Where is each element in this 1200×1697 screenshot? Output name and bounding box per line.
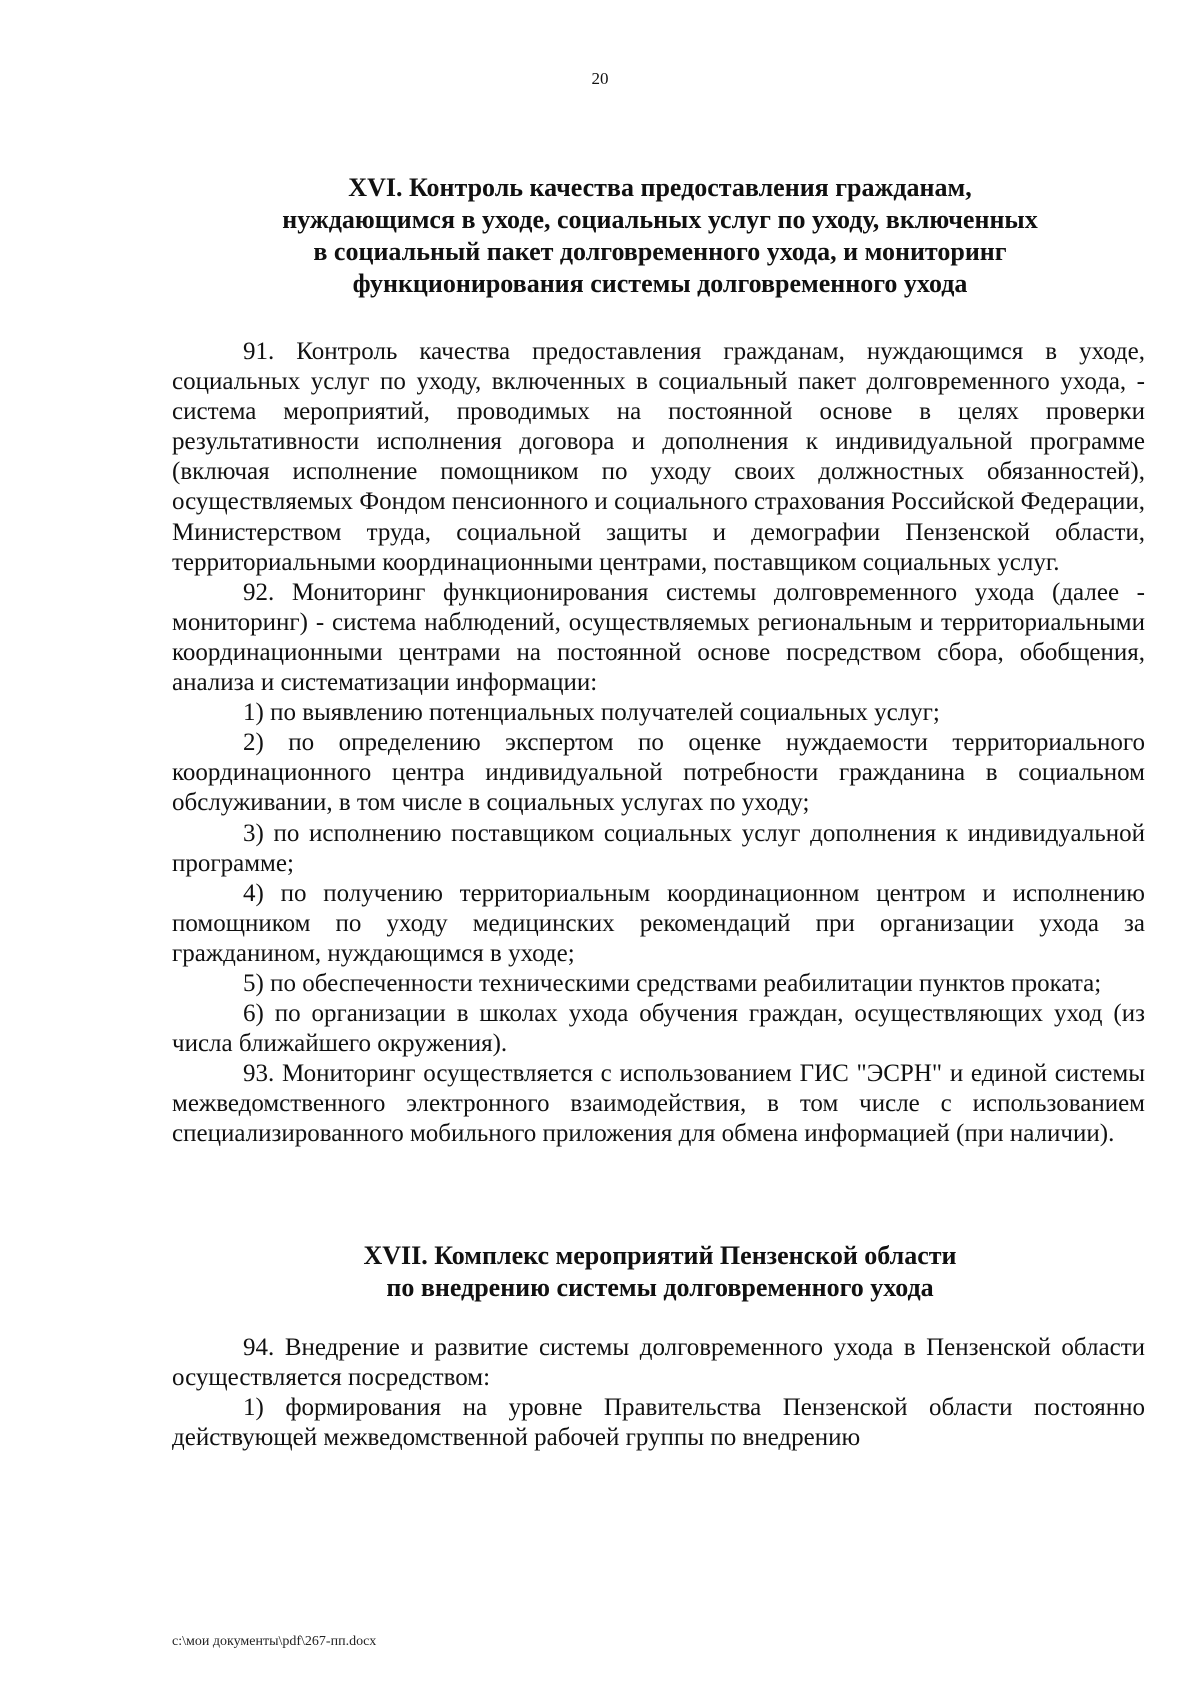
paragraph-93: 93. Мониторинг осуществляется с использованием ГИС "ЭСРН" и единой системы межведомственного электронного взаимодействия, в том числе с использованием специализированного мобильного приложения для обмена информацией (при наличии). bbox=[172, 1060, 1145, 1148]
paragraph-94: 94. Внедрение и развитие системы долговременного ухода в Пензенской области осуществляется посредством: bbox=[172, 1334, 1145, 1392]
paragraph-92: 92. Мониторинг функционирования системы долговременного ухода (далее - мониторинг) - система наблюдений, осуществляемых региональным и территориальными координационными центрами на постоянной основе посредством сбора, обобщения, анализа и систематизации информации: bbox=[172, 578, 1145, 697]
section-xvii-heading bbox=[165, 1240, 1155, 1304]
heading-line: по внедрению системы долговременного ухода bbox=[386, 1273, 934, 1302]
list-item: 1) формирования на уровне Правительства Пензенской области постоянно действующей межведомственной рабочей группы по внедрению bbox=[172, 1394, 1145, 1452]
list-item: 3) по исполнению поставщиком социальных услуг дополнения к индивидуальной программе; bbox=[172, 819, 1145, 877]
heading-line: нуждающимся в уходе, социальных услуг по уходу, включенных bbox=[282, 205, 1038, 234]
heading-line: в социальный пакет долговременного ухода, и мониторинг bbox=[313, 237, 1007, 266]
footer-file-path: c:\мои документы\pdf\267-пп.docx bbox=[172, 1634, 377, 1649]
list-item: 6) по организации в школах ухода обучения граждан, осуществляющих уход (из числа ближайшего окружения). bbox=[172, 1000, 1145, 1058]
heading-line: XVI. Контроль качества предоставления гражданам, bbox=[348, 173, 972, 202]
section-xvi-body bbox=[172, 337, 1145, 1150]
list-item: 5) по обеспеченности техническими средствами реабилитации пунктов проката; bbox=[243, 969, 1102, 997]
heading-line: функционирования системы долговременного ухода bbox=[352, 269, 968, 298]
paragraph-91: 91. Контроль качества предоставления гражданам, нуждающимся в уходе, социальных услуг по уходу, включенных в социальный пакет долговременного ухода, - система мероприятий, проводимых на постоянной основе в целях проверки результативности исполнения договора и дополнения к индивидуальной программе (включая исполнение помощником по уходу своих должностных обязанностей), осуществляемых Фондом пенсионного и социального страхования Российской Федерации, Министерством труда, социальной защиты и демографии Пензенской области, территориальными координационными центрами, поставщиком социальных услуг. bbox=[172, 338, 1145, 576]
section-xvii-body bbox=[172, 1333, 1145, 1453]
list-item: 1) по выявлению потенциальных получателей социальных услуг; bbox=[243, 699, 940, 727]
list-item: 4) по получению территориальным координационном центром и исполнению помощником по уходу медицинских рекомендаций при организации ухода за гражданином, нуждающимся в уходе; bbox=[172, 879, 1145, 967]
page-number: 20 bbox=[591, 69, 609, 88]
list-item: 2) по определению экспертом по оценке нуждаемости территориального координационного центра индивидуальной потребности гражданина в социальном обслуживании, в том числе в социальных услугах по уходу; bbox=[172, 729, 1145, 817]
section-xvi-heading bbox=[165, 172, 1155, 300]
heading-line: XVII. Комплекс мероприятий Пензенской области bbox=[363, 1241, 957, 1270]
